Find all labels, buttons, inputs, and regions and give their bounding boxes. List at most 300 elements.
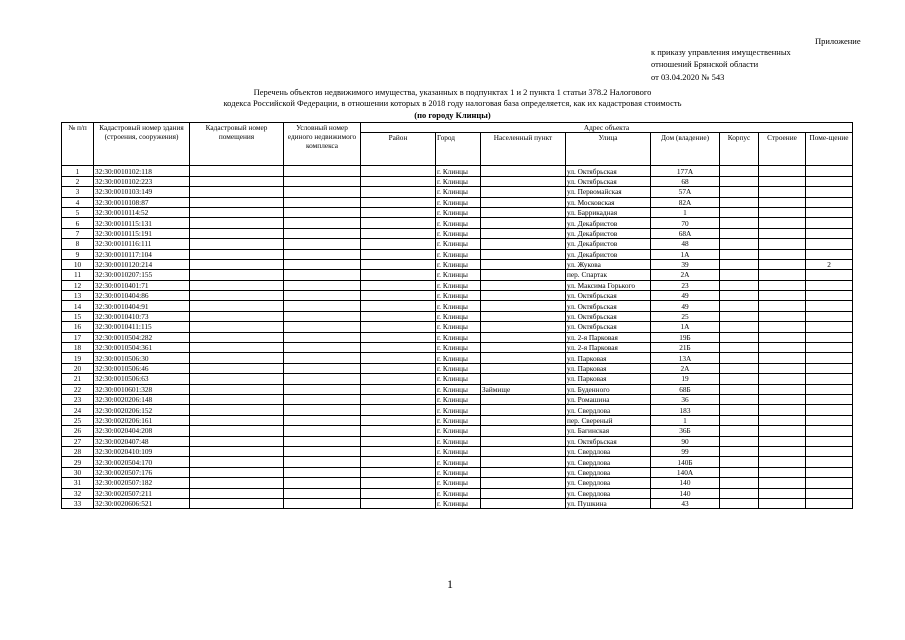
cell-street: ул. Октябрьская [566, 322, 651, 332]
cell-cad-building: 32:30:0020507:182 [94, 478, 190, 488]
cell-cad-building: 32:30:0020507:176 [94, 467, 190, 477]
cell-street: ул. Свердлова [566, 457, 651, 467]
cell-settlement [481, 270, 566, 280]
cell-settlement [481, 176, 566, 186]
cell-street: ул. Свердлова [566, 405, 651, 415]
cell-cond-number [284, 197, 361, 207]
cell-cad-building: 32:30:0010108:87 [94, 197, 190, 207]
cell-cond-number [284, 446, 361, 456]
cell-num: 28 [62, 446, 94, 456]
cell-building [759, 228, 806, 238]
cell-district [361, 467, 436, 477]
cell-cad-building: 32:30:0010103:149 [94, 187, 190, 197]
cell-district [361, 478, 436, 488]
cell-city: г. Клинцы [436, 280, 481, 290]
table-row [62, 332, 853, 342]
cell-settlement [481, 363, 566, 373]
cell-cad-room [190, 280, 284, 290]
cell-house: 23 [651, 280, 720, 290]
cell-city: г. Клинцы [436, 384, 481, 394]
cell-cad-room [190, 166, 284, 176]
cell-house: 1 [651, 415, 720, 425]
table-row [62, 374, 853, 384]
cell-cad-room [190, 467, 284, 477]
cell-city: г. Клинцы [436, 498, 481, 508]
cell-house: 25 [651, 311, 720, 321]
cell-cad-building: 32:30:0010404:86 [94, 291, 190, 301]
cell-cad-room [190, 259, 284, 269]
cell-street: ул. 2-я Парковая [566, 332, 651, 342]
cell-num: 20 [62, 363, 94, 373]
cell-district [361, 291, 436, 301]
cell-cond-number [284, 332, 361, 342]
table-row [62, 301, 853, 311]
cell-cad-building: 32:30:0020507:211 [94, 488, 190, 498]
cell-room [806, 270, 853, 280]
cell-cad-building: 32:30:0020404:208 [94, 426, 190, 436]
cell-num: 21 [62, 374, 94, 384]
cell-cad-room [190, 228, 284, 238]
cell-house: 140 [651, 488, 720, 498]
cell-room [806, 436, 853, 446]
cell-room [806, 332, 853, 342]
cell-cad-building: 32:30:0010102:118 [94, 166, 190, 176]
header-settlement: Населенный пункт [481, 133, 566, 166]
cell-settlement [481, 311, 566, 321]
cell-korpus [720, 311, 759, 321]
cell-building [759, 197, 806, 207]
cell-cad-room [190, 353, 284, 363]
cell-num: 32 [62, 488, 94, 498]
cell-num: 18 [62, 343, 94, 353]
cell-street: ул. Баррикадная [566, 207, 651, 217]
cell-settlement [481, 488, 566, 498]
cell-cond-number [284, 426, 361, 436]
cell-room [806, 394, 853, 404]
cell-num: 7 [62, 228, 94, 238]
cell-building [759, 353, 806, 363]
table-row [62, 446, 853, 456]
table-row [62, 187, 853, 197]
cell-cond-number [284, 291, 361, 301]
cell-cond-number [284, 436, 361, 446]
table-row [62, 228, 853, 238]
cell-cond-number [284, 384, 361, 394]
cell-korpus [720, 228, 759, 238]
cell-korpus [720, 332, 759, 342]
cell-settlement [481, 332, 566, 342]
cell-room [806, 207, 853, 217]
cell-district [361, 332, 436, 342]
cell-cond-number [284, 467, 361, 477]
cell-korpus [720, 239, 759, 249]
cell-settlement [481, 187, 566, 197]
cell-city: г. Клинцы [436, 187, 481, 197]
cell-building [759, 332, 806, 342]
cell-cad-building: 32:30:0010114:52 [94, 207, 190, 217]
cell-korpus [720, 457, 759, 467]
cell-cad-room [190, 436, 284, 446]
cell-city: г. Клинцы [436, 270, 481, 280]
table-row [62, 405, 853, 415]
cell-district [361, 280, 436, 290]
cell-room [806, 166, 853, 176]
cell-city: г. Клинцы [436, 259, 481, 269]
cell-city: г. Клинцы [436, 446, 481, 456]
cell-cad-room [190, 187, 284, 197]
cell-house: 68А [651, 228, 720, 238]
cell-settlement [481, 249, 566, 259]
cell-building [759, 166, 806, 176]
cell-korpus [720, 197, 759, 207]
cell-building [759, 426, 806, 436]
cell-num: 1 [62, 166, 94, 176]
cell-cad-room [190, 332, 284, 342]
header-order-line: к приказу управления имущественных [651, 47, 791, 57]
cell-cad-room [190, 207, 284, 217]
cell-cad-room [190, 415, 284, 425]
header-date-line: от 03.04.2020 № 543 [651, 72, 725, 82]
cell-korpus [720, 187, 759, 197]
cell-building [759, 457, 806, 467]
cell-city: г. Клинцы [436, 467, 481, 477]
cell-district [361, 394, 436, 404]
cell-cad-room [190, 270, 284, 280]
header-address: Адрес объекта [361, 123, 853, 133]
cell-room [806, 197, 853, 207]
cell-num: 33 [62, 498, 94, 508]
cell-street: ул. Декабристов [566, 249, 651, 259]
cell-district [361, 426, 436, 436]
cell-district [361, 322, 436, 332]
cell-cad-room [190, 457, 284, 467]
cell-cond-number [284, 259, 361, 269]
property-table [61, 122, 853, 509]
cell-city: г. Клинцы [436, 415, 481, 425]
cell-cad-building: 32:30:0020410:109 [94, 446, 190, 456]
document-title-line1: Перечень объектов недвижимого имущества, указанных в подпунктах 1 и 2 пункта 1 статьи 378.2 Налогового [253, 87, 652, 97]
cell-korpus [720, 207, 759, 217]
cell-settlement [481, 228, 566, 238]
cell-street: ул. Пушкина [566, 498, 651, 508]
cell-building [759, 436, 806, 446]
cell-building [759, 374, 806, 384]
cell-settlement [481, 301, 566, 311]
cell-street: пер. Спартак [566, 270, 651, 280]
cell-city: г. Клинцы [436, 363, 481, 373]
cell-house: 13А [651, 353, 720, 363]
cell-num: 19 [62, 353, 94, 363]
table-row [62, 176, 853, 186]
cell-num: 12 [62, 280, 94, 290]
cell-room [806, 498, 853, 508]
cell-street: ул. Декабристов [566, 218, 651, 228]
cell-house: 19 [651, 374, 720, 384]
header-room: Поме-щение [806, 133, 853, 166]
cell-district [361, 166, 436, 176]
cell-street: ул. Декабристов [566, 228, 651, 238]
cell-building [759, 478, 806, 488]
cell-city: г. Клинцы [436, 176, 481, 186]
cell-korpus [720, 436, 759, 446]
cell-num: 6 [62, 218, 94, 228]
cell-num: 16 [62, 322, 94, 332]
cell-district [361, 498, 436, 508]
header-city: Город [436, 133, 481, 166]
cell-cad-building: 32:30:0010504:361 [94, 343, 190, 353]
cell-num: 10 [62, 259, 94, 269]
cell-cond-number [284, 405, 361, 415]
cell-house: 1А [651, 249, 720, 259]
table-row [62, 218, 853, 228]
cell-room [806, 280, 853, 290]
cell-district [361, 436, 436, 446]
cell-building [759, 405, 806, 415]
cell-settlement [481, 436, 566, 446]
cell-cond-number [284, 301, 361, 311]
cell-num: 9 [62, 249, 94, 259]
cell-cond-number [284, 498, 361, 508]
cell-house: 49 [651, 291, 720, 301]
cell-building [759, 446, 806, 456]
cell-room [806, 405, 853, 415]
cell-settlement [481, 446, 566, 456]
table-row [62, 498, 853, 508]
cell-building [759, 291, 806, 301]
cell-building [759, 488, 806, 498]
cell-korpus [720, 374, 759, 384]
cell-city: г. Клинцы [436, 249, 481, 259]
table-row [62, 249, 853, 259]
cell-num: 5 [62, 207, 94, 217]
cell-building [759, 280, 806, 290]
cell-cond-number [284, 374, 361, 384]
cell-district [361, 239, 436, 249]
cell-cad-building: 32:30:0010506:30 [94, 353, 190, 363]
cell-house: 70 [651, 218, 720, 228]
cell-house: 99 [651, 446, 720, 456]
cell-house: 140Б [651, 457, 720, 467]
cell-street: ул. Свердлова [566, 488, 651, 498]
cell-cad-room [190, 405, 284, 415]
cell-room [806, 249, 853, 259]
cell-num: 3 [62, 187, 94, 197]
cell-district [361, 457, 436, 467]
table-row [62, 353, 853, 363]
cell-num: 8 [62, 239, 94, 249]
cell-street: ул. Парковая [566, 374, 651, 384]
cell-house: 2А [651, 270, 720, 280]
cell-district [361, 415, 436, 425]
cell-num: 13 [62, 291, 94, 301]
cell-cad-building: 32:30:0020407:48 [94, 436, 190, 446]
cell-district [361, 374, 436, 384]
cell-building [759, 218, 806, 228]
cell-korpus [720, 270, 759, 280]
cell-house: 68 [651, 176, 720, 186]
cell-street: ул. Октябрьская [566, 436, 651, 446]
cell-district [361, 363, 436, 373]
cell-korpus [720, 353, 759, 363]
cell-room [806, 457, 853, 467]
cell-cad-building: 32:30:0010115:191 [94, 228, 190, 238]
cell-house: 68Б [651, 384, 720, 394]
cell-num: 15 [62, 311, 94, 321]
cell-num: 30 [62, 467, 94, 477]
cell-korpus [720, 176, 759, 186]
cell-district [361, 353, 436, 363]
cell-room [806, 488, 853, 498]
cell-house: 21Б [651, 343, 720, 353]
table-row [62, 291, 853, 301]
cell-cond-number [284, 415, 361, 425]
cell-korpus [720, 498, 759, 508]
cell-cond-number [284, 166, 361, 176]
cell-room [806, 384, 853, 394]
cell-korpus [720, 249, 759, 259]
table-row [62, 415, 853, 425]
cell-korpus [720, 322, 759, 332]
cell-num: 29 [62, 457, 94, 467]
cell-cond-number [284, 176, 361, 186]
cell-cad-building: 32:30:0010411:115 [94, 322, 190, 332]
cell-street: ул. Буденного [566, 384, 651, 394]
cell-district [361, 228, 436, 238]
cell-settlement [481, 207, 566, 217]
table-row [62, 311, 853, 321]
cell-settlement [481, 197, 566, 207]
cell-cad-building: 32:30:0010102:223 [94, 176, 190, 186]
cell-city: г. Клинцы [436, 166, 481, 176]
cell-cad-building: 32:30:0020606:521 [94, 498, 190, 508]
cell-district [361, 249, 436, 259]
cell-house: 183 [651, 405, 720, 415]
cell-room [806, 478, 853, 488]
cell-cond-number [284, 353, 361, 363]
cell-house: 140А [651, 467, 720, 477]
page-number: 1 [447, 577, 453, 591]
table-row [62, 363, 853, 373]
header-department-line: отношений Брянской области [651, 59, 759, 69]
cell-district [361, 197, 436, 207]
cell-num: 31 [62, 478, 94, 488]
header-cad-building: Кадастровый номер здания (строения, сооружения) [94, 123, 190, 166]
cell-cond-number [284, 488, 361, 498]
cell-cad-room [190, 197, 284, 207]
cell-house: 82А [651, 197, 720, 207]
cell-korpus [720, 343, 759, 353]
cell-cad-building: 32:30:0010115:131 [94, 218, 190, 228]
cell-street: ул. Свердлова [566, 467, 651, 477]
cell-street: ул. 2-я Парковая [566, 343, 651, 353]
cell-district [361, 270, 436, 280]
cell-settlement [481, 374, 566, 384]
cell-cad-room [190, 176, 284, 186]
table-row [62, 270, 853, 280]
cell-cad-building: 32:30:0010504:282 [94, 332, 190, 342]
cell-city: г. Клинцы [436, 311, 481, 321]
cell-city: г. Клинцы [436, 291, 481, 301]
cell-cad-building: 32:30:0020206:161 [94, 415, 190, 425]
cell-cad-room [190, 394, 284, 404]
cell-district [361, 311, 436, 321]
header-korpus: Корпус [720, 133, 759, 166]
cell-city: г. Клинцы [436, 207, 481, 217]
table-row [62, 436, 853, 446]
cell-cond-number [284, 228, 361, 238]
cell-district [361, 384, 436, 394]
cell-building [759, 415, 806, 425]
header-street: Улица [566, 133, 651, 166]
table-row [62, 478, 853, 488]
cell-city: г. Клинцы [436, 426, 481, 436]
cell-cond-number [284, 322, 361, 332]
cell-street: ул. Октябрьская [566, 291, 651, 301]
cell-room [806, 311, 853, 321]
cell-num: 17 [62, 332, 94, 342]
cell-cad-building: 32:30:0020504:170 [94, 457, 190, 467]
table-row [62, 343, 853, 353]
cell-street: ул. Багинская [566, 426, 651, 436]
cell-house: 49 [651, 301, 720, 311]
cell-cond-number [284, 270, 361, 280]
cell-room [806, 176, 853, 186]
table-row [62, 467, 853, 477]
cell-korpus [720, 363, 759, 373]
cell-street: ул. Ромашина [566, 394, 651, 404]
cell-street: ул. Октябрьская [566, 311, 651, 321]
cell-cond-number [284, 218, 361, 228]
table-row [62, 488, 853, 498]
cell-house: 36 [651, 394, 720, 404]
table-row [62, 197, 853, 207]
cell-cad-building: 32:30:0010401:71 [94, 280, 190, 290]
cell-cad-building: 32:30:0020206:152 [94, 405, 190, 415]
cell-building [759, 259, 806, 269]
cell-house: 177А [651, 166, 720, 176]
header-appendix: Приложение [815, 36, 861, 46]
cell-room [806, 426, 853, 436]
cell-cond-number [284, 394, 361, 404]
cell-cond-number [284, 457, 361, 467]
document-title-city: (по городу Клинцы) [414, 110, 491, 120]
cell-building [759, 343, 806, 353]
cell-building [759, 207, 806, 217]
cell-cad-building: 32:30:0010410:73 [94, 311, 190, 321]
cell-num: 24 [62, 405, 94, 415]
cell-num: 4 [62, 197, 94, 207]
cell-street: ул. Октябрьская [566, 166, 651, 176]
cell-house: 43 [651, 498, 720, 508]
cell-settlement [481, 218, 566, 228]
cell-korpus [720, 166, 759, 176]
cell-cad-building: 32:30:0010404:91 [94, 301, 190, 311]
cell-cad-room [190, 363, 284, 373]
cell-cad-building: 32:30:0010601:328 [94, 384, 190, 394]
cell-settlement [481, 467, 566, 477]
cell-building [759, 384, 806, 394]
cell-cad-building: 32:30:0010506:63 [94, 374, 190, 384]
cell-city: г. Клинцы [436, 332, 481, 342]
cell-cad-room [190, 239, 284, 249]
cell-cond-number [284, 207, 361, 217]
table-row [62, 394, 853, 404]
table-row [62, 322, 853, 332]
cell-city: г. Клинцы [436, 228, 481, 238]
cell-district [361, 301, 436, 311]
cell-korpus [720, 394, 759, 404]
cell-cond-number [284, 239, 361, 249]
